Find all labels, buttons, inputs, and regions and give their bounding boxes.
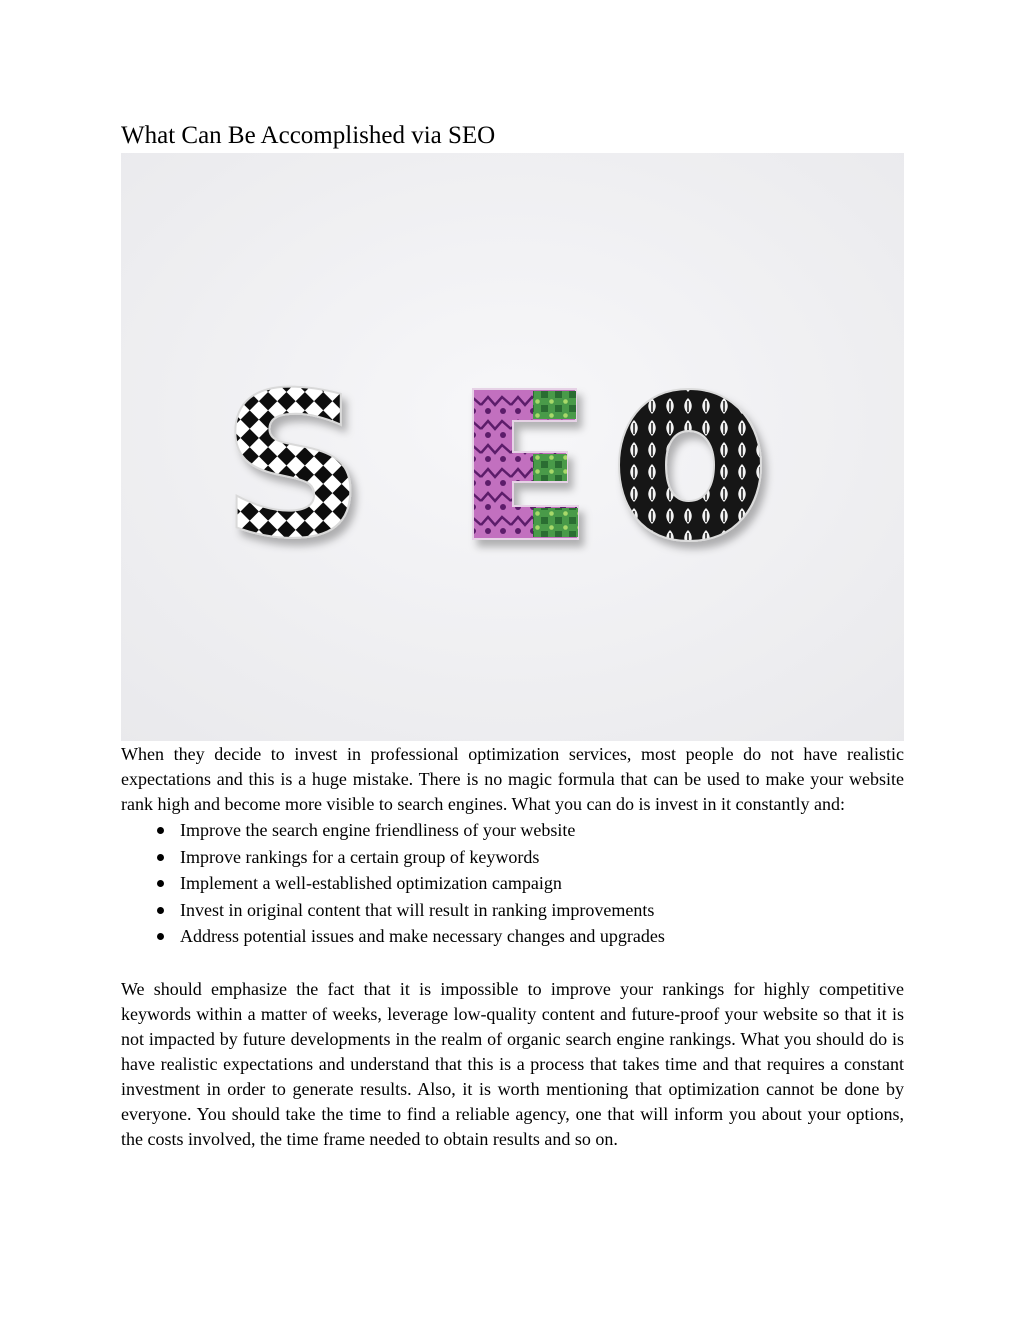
list-item-text: Improve rankings for a certain group of keywords <box>180 846 540 867</box>
list-item <box>121 844 904 871</box>
list-item-text: Address potential issues and make necessary changes and upgrades <box>180 926 665 946</box>
bullet-icon <box>157 827 164 834</box>
bullet-icon <box>157 907 164 914</box>
article-body <box>121 742 904 1152</box>
bullet-icon <box>157 854 164 861</box>
list-item <box>121 870 904 897</box>
intro-paragraph: When they decide to invest in professional optimization services, most people do not have realistic expectations and this is a huge mistake. There is no magic formula that can be used to make your website rank high and become more visible to search engines. What you can do is invest in it constantly and: <box>121 744 904 814</box>
closing-paragraph: We should emphasize the fact that it is impossible to improve your rankings for highly competitive keywords within a matter of weeks, leverage low-quality content and future-proof your website so that it is not impacted by future developments in the realm of organic search engine rankings. What you should do is have realistic expectations and understand that this is a process that takes time and that requires a constant investment in order to generate results. Also, it is worth mentioning that optimization cannot be done by everyone. You should take the time to find a reliable agency, one that will inform you about your options, the costs involved, the time frame needed to obtain results and so on. <box>121 978 904 1149</box>
seo-letters-image <box>121 153 904 741</box>
letter-s: S <box>220 350 366 583</box>
list-item <box>121 817 904 844</box>
bullet-icon <box>157 933 164 940</box>
list-item-text: Invest in original content that will result in ranking improvements <box>180 899 655 920</box>
paragraph-spacer <box>121 950 904 977</box>
list-item-text: Improve the search engine friendliness of your website <box>180 820 576 840</box>
bullet-list <box>121 817 904 950</box>
list-item <box>121 897 904 924</box>
list-item <box>121 923 904 950</box>
bullet-icon <box>157 880 164 887</box>
letter-e <box>473 389 578 539</box>
page-title: What Can Be Accomplished via SEO <box>121 122 496 149</box>
list-item-text: Implement a well-established optimization campaign <box>180 873 562 893</box>
